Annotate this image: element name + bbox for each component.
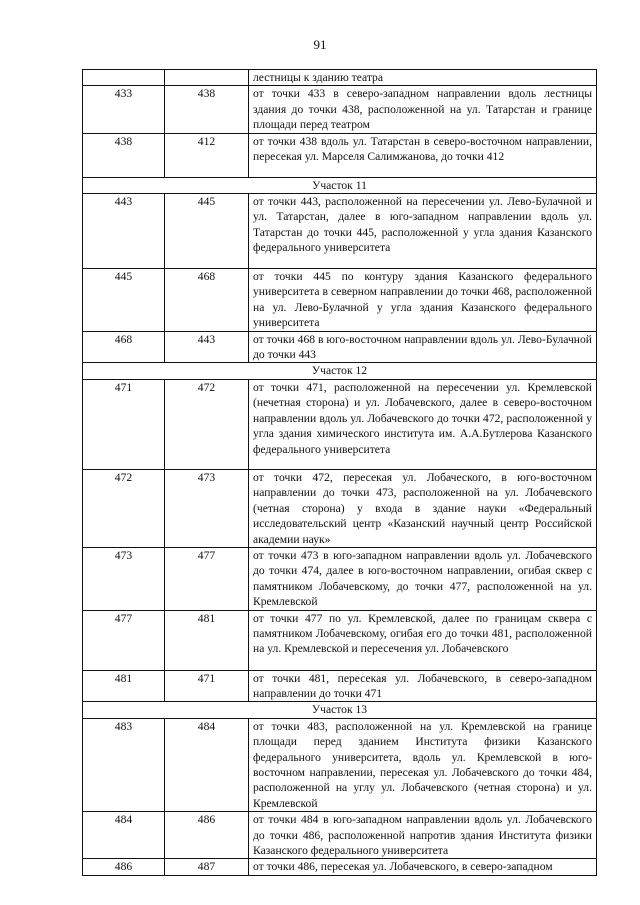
description-cell: от точки 486, пересекая ул. Лобачевского, в северо-западном [249, 859, 597, 876]
description-cell: от точки 443, расположенной на пересечении ул. Лево-Булачной и ул. Татарстан, далее в юго-западном направлении вдоль ул. Татарстан до точки 445, расположенной у угла здания Казанского федерального университета [249, 194, 597, 269]
point-from-cell: 468 [83, 331, 165, 363]
table-row [83, 379, 597, 469]
section-header-row [83, 363, 597, 379]
description-cell: от точки 477 по ул. Кремлевской, далее по границам сквера с памятником Лобачевскому, огибая его до точки 481, расположенной на ул. Кремлевской и пересечения ул. Лобачевского [249, 610, 597, 670]
description-cell: от точки 468 в юго-восточном направлении вдоль ул. Лево-Булачной до точки 443 [249, 331, 597, 363]
point-to-cell: 445 [165, 194, 249, 269]
table-row [83, 70, 597, 86]
point-from-cell: 443 [83, 194, 165, 269]
section-header-row [83, 177, 597, 193]
description-cell: от точки 433 в северо-западном направлении вдоль лестницы здания до точки 438, расположенной на ул. Татарстан и границе площади перед театром [249, 86, 597, 133]
point-to-cell: 438 [165, 86, 249, 133]
table-row [83, 194, 597, 269]
table-row [83, 610, 597, 670]
description-cell: от точки 445 по контуру здания Казанского федерального университета в северном направлении до точки 468, расположенной на ул. Лево-Булачной у угла здания Казанского федерального университета [249, 269, 597, 332]
point-to-cell: 471 [165, 670, 249, 702]
description-cell: от точки 471, расположенной на пересечении ул. Кремлевской (нечетная сторона) и ул. Лобачевского, далее в северо-восточном направлении вдоль ул. Лобачевского до точки 472, расположенной у угла здания химического института им. А.А.Бутлерова Казанского федерального университета [249, 379, 597, 469]
point-from-cell: 481 [83, 670, 165, 702]
table-row [83, 133, 597, 177]
table-row [83, 718, 597, 811]
point-from-cell: 445 [83, 269, 165, 332]
description-cell: от точки 438 вдоль ул. Татарстан в северо-восточном направлении, пересекая ул. Марселя Салимжанова, до точки 412 [249, 133, 597, 177]
point-to-cell [165, 70, 249, 86]
description-cell: от точки 481, пересекая ул. Лобачевского, в северо-западном направлении до точки 471 [249, 670, 597, 702]
boundary-table [82, 69, 597, 876]
table-row [83, 812, 597, 859]
point-from-cell: 433 [83, 86, 165, 133]
section-title: Участок 13 [83, 702, 597, 718]
description-cell: лестницы к зданию театра [249, 70, 597, 86]
section-title: Участок 12 [83, 363, 597, 379]
point-from-cell: 473 [83, 547, 165, 610]
point-to-cell: 484 [165, 718, 249, 811]
point-to-cell: 472 [165, 379, 249, 469]
table-row [83, 469, 597, 547]
point-from-cell: 472 [83, 469, 165, 547]
page-number: 91 [313, 37, 327, 52]
table-row [83, 859, 597, 876]
point-to-cell: 486 [165, 812, 249, 859]
table-row [83, 269, 597, 332]
table-row [83, 86, 597, 133]
description-cell: от точки 473 в юго-западном направлении вдоль ул. Лобачевского до точки 474, далее в юго-восточном направлении, огибая сквер с памятником Лобачевскому, до точки 477, расположенной на ул. Кремлевской [249, 547, 597, 610]
point-from-cell [83, 70, 165, 86]
description-cell: от точки 472, пересекая ул. Лобаческого, в юго-восточном направлении до точки 473, расположенной на ул. Лобачевского (четная сторона) у входа в здание науки «Федеральный исследовательский центр «Казанский научный центр Российской академии наук» [249, 469, 597, 547]
point-to-cell: 412 [165, 133, 249, 177]
point-from-cell: 471 [83, 379, 165, 469]
table-row [83, 331, 597, 363]
section-header-row [83, 702, 597, 718]
description-cell: от точки 484 в юго-западном направлении вдоль ул. Лобачевского до точки 486, расположенной напротив здания Института физики Казанского федерального университета [249, 812, 597, 859]
point-from-cell: 486 [83, 859, 165, 876]
table-row [83, 547, 597, 610]
table-row [83, 670, 597, 702]
point-to-cell: 443 [165, 331, 249, 363]
point-to-cell: 473 [165, 469, 249, 547]
description-cell: от точки 483, расположенной на ул. Кремлевской на границе площади перед зданием Института физики Казанского федерального университета, вдоль ул. Кремлевской в юго-восточном направлении, пересекая ул. Лобачевского до точки 484, расположенной на углу ул. Лобачевского (четная сторона) и ул. Кремлевской [249, 718, 597, 811]
section-title: Участок 11 [83, 177, 597, 193]
point-to-cell: 481 [165, 610, 249, 670]
point-from-cell: 483 [83, 718, 165, 811]
point-to-cell: 468 [165, 269, 249, 332]
boundary-table-body [83, 70, 597, 876]
point-to-cell: 477 [165, 547, 249, 610]
point-from-cell: 477 [83, 610, 165, 670]
point-from-cell: 484 [83, 812, 165, 859]
point-from-cell: 438 [83, 133, 165, 177]
point-to-cell: 487 [165, 859, 249, 876]
